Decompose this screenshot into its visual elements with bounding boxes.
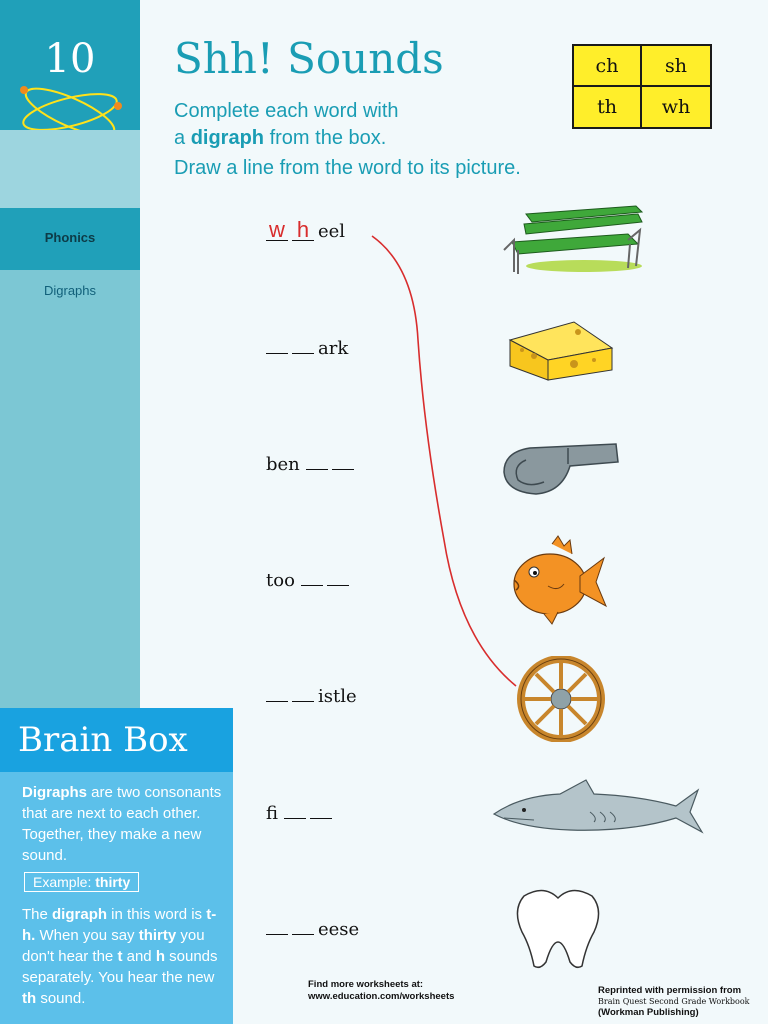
instructions-complete: Complete each word with a digraph from the box.	[174, 100, 399, 149]
word-bench[interactable]	[266, 454, 358, 475]
blank-field[interactable]	[284, 805, 306, 819]
word-prefix: too	[266, 570, 295, 591]
page-number: 10	[44, 36, 96, 82]
blank-field[interactable]	[327, 572, 349, 586]
fish-icon[interactable]	[508, 534, 608, 626]
blank-field[interactable]	[292, 921, 314, 935]
blank-field[interactable]	[266, 340, 288, 354]
subject-label: Phonics	[44, 230, 96, 245]
word-whistle[interactable]	[266, 686, 357, 707]
answer-letter: h	[292, 220, 314, 241]
example-box: Example: thirty	[24, 872, 139, 892]
footer-source: Find more worksheets at: www.education.com/worksheets	[308, 979, 455, 1002]
instructions-draw: Draw a line from the word to its picture.	[174, 157, 521, 179]
bench-icon[interactable]	[496, 200, 648, 278]
digraph-box	[572, 44, 712, 129]
blank-field[interactable]	[332, 456, 354, 470]
blank-field[interactable]	[292, 340, 314, 354]
digraph-th: th	[574, 87, 642, 128]
brain-box	[0, 708, 233, 1024]
blank-field[interactable]	[310, 805, 332, 819]
word-suffix: istle	[318, 686, 357, 707]
word-suffix: eese	[318, 919, 360, 940]
word-tooth[interactable]	[266, 570, 353, 591]
topic-label: Digraphs	[43, 283, 97, 298]
blank-field[interactable]	[306, 456, 328, 470]
brain-box-title: Brain Box	[18, 720, 188, 760]
word-shark[interactable]	[266, 338, 348, 359]
word-suffix: ark	[318, 338, 349, 359]
blank-field[interactable]	[301, 572, 323, 586]
whistle-icon[interactable]	[500, 438, 622, 500]
cheese-icon[interactable]	[504, 318, 616, 384]
tooth-icon[interactable]	[510, 886, 606, 970]
blank-field[interactable]	[292, 688, 314, 702]
blank-field[interactable]	[266, 921, 288, 935]
word-prefix: ben	[266, 454, 300, 475]
answer-letter: w	[266, 220, 288, 241]
footer-link[interactable]: www.education.com/worksheets	[308, 991, 455, 1002]
wheel-icon[interactable]	[512, 656, 610, 742]
sidebar-band	[0, 130, 140, 208]
brain-box-explanation: The digraph in this word is t-h. When you say thirty you don't hear the t and h sounds separately. You hear the new th sound.	[22, 906, 218, 1007]
word-suffix: eel	[318, 221, 346, 242]
page-title: Shh! Sounds	[174, 34, 444, 83]
digraph-wh: wh	[661, 96, 691, 118]
blank-field[interactable]	[266, 688, 288, 702]
digraph-ch: ch	[574, 46, 642, 87]
word-fish[interactable]	[266, 803, 336, 824]
word-prefix: fi	[266, 803, 279, 824]
footer-credit: Reprinted with permission from Brain Quest Second Grade Workbook (Workman Publishing)	[598, 985, 750, 1018]
shark-icon[interactable]	[490, 778, 704, 838]
brain-box-definition: Digraphs are two consonants that are next to each other. Together, they make a new sound.	[22, 784, 222, 864]
word-wheel[interactable]	[266, 217, 346, 242]
word-cheese[interactable]	[266, 919, 359, 940]
digraph-sh: sh	[642, 46, 710, 87]
